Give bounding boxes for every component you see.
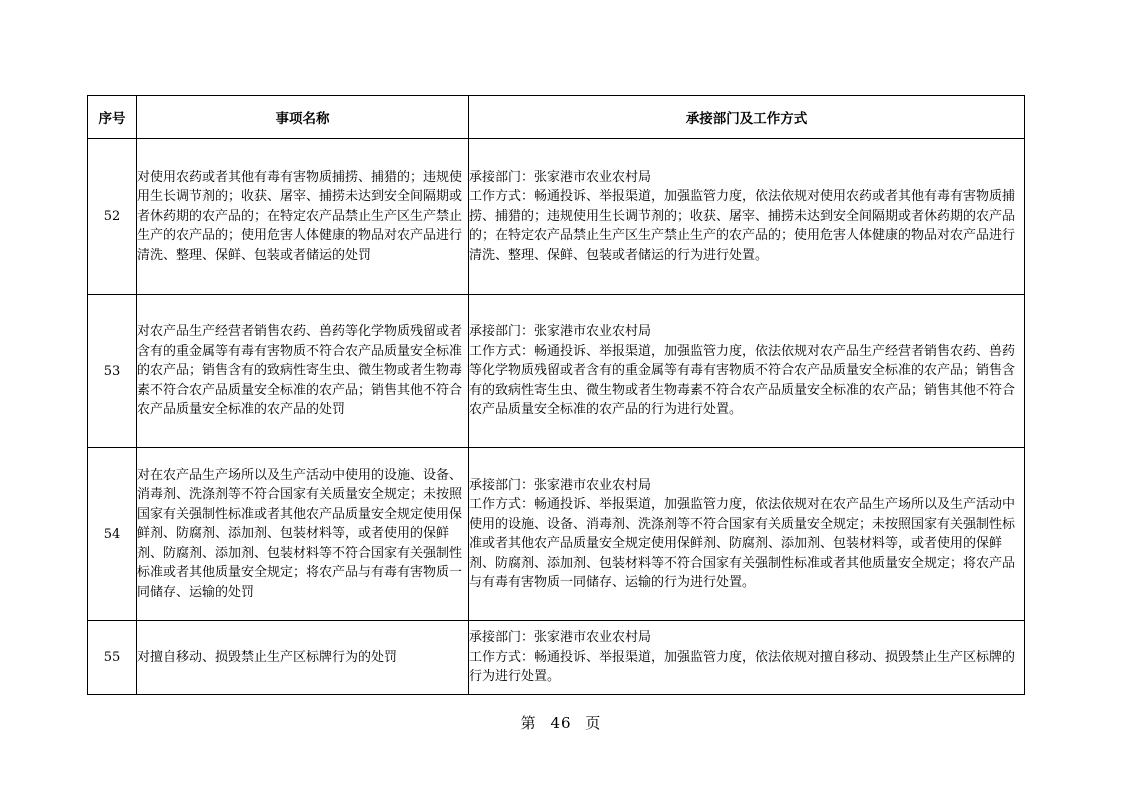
method-text: 工作方式：畅通投诉、举报渠道，加强监管力度，依法依规对使用农药或者其他有毒有害物质捕捞、捕猎的；违规使用生长调节剂的；收获、屠宰、捕捞未达到安全间隔期或者休药期的农产品的；在特定农产品禁止生产区生产禁止生产的农产品的；使用危害人体健康的物品对农产品进行清洗、整理、保鲜、包装或者储运的行为进行处置。: [469, 189, 1016, 263]
matter-name: 对使用农药或者其他有毒有害物质捕捞、捕猎的；违规使用生长调节剂的；收获、屠宰、捕捞未达到安全间隔期或者休药期的农产品的；在特定农产品禁止生产区生产禁止生产的农产品的；使用危害人体健康的物品对农产品进行清洗、整理、保鲜、包装或者储运的处罚: [137, 139, 469, 295]
dept-line: 承接部门：张家港市农业农村局: [469, 477, 652, 493]
row-number: 54: [88, 448, 137, 621]
table-row: [88, 621, 1025, 695]
header-seq: 序号: [88, 96, 137, 139]
table-row: [88, 295, 1025, 448]
method-text: 工作方式：畅通投诉、举报渠道，加强监管力度，依法依规对在农产品生产场所以及生产活动中使用的设施、设备、消毒剂、洗涤剂等不符合国家有关质量安全规定；未按照国家有关强制性标准或者其他农产品质量安全规定使用保鲜剂、防腐剂、添加剂、包装材料等，或者使用的保鲜剂、防腐剂、添加剂、包装材料等不符合国家有关强制性标准或者其他质量安全规定；将农产品与有毒有害物质一同储存、运输的行为进行处置。: [469, 497, 1016, 590]
dept-line: 承接部门：张家港市农业农村局: [469, 630, 652, 646]
dept-method-cell: [469, 295, 1025, 448]
method-text: 工作方式：畅通投诉、举报渠道，加强监管力度，依法依规对擅自移动、损毁禁止生产区标牌的行为进行处置。: [469, 649, 1016, 685]
table-row: [88, 448, 1025, 621]
matter-name: 对擅自移动、损毁禁止生产区标牌行为的处罚: [137, 621, 469, 695]
dept-line: 承接部门：张家港市农业农村局: [469, 169, 652, 185]
table-row: [88, 139, 1025, 295]
dept-method-cell: [469, 448, 1025, 621]
method-text: 工作方式：畅通投诉、举报渠道，加强监管力度，依法依规对农产品生产经营者销售农药、兽药等化学物质残留或者含有的重金属等有毒有害物质不符合农产品质量安全标准的农产品；销售含有的致病性寄生虫、微生物或者生物毒素不符合农产品质量安全标准的农产品；销售其他不符合农产品质量安全标准的农产品的行为进行处置。: [469, 343, 1016, 418]
dept-method-cell: [469, 621, 1025, 695]
header-dept-method: 承接部门及工作方式: [469, 96, 1025, 139]
dept-line: 承接部门：张家港市农业农村局: [469, 324, 652, 340]
header-matter-name: 事项名称: [137, 96, 469, 139]
page-number: 46: [550, 714, 572, 732]
dept-method-cell: [469, 139, 1025, 295]
matter-name: 对在农产品生产场所以及生产活动中使用的设施、设备、消毒剂、洗涤剂等不符合国家有关质量安全规定；未按照国家有关强制性标准或者其他农产品质量安全规定使用保鲜剂、防腐剂、添加剂、包装材料等，或者使用的保鲜剂、防腐剂、添加剂、包装材料等不符合国家有关强制性标准或者其他质量安全规定；将农产品与有毒有害物质一同储存、运输的处罚: [137, 448, 469, 621]
page-footer: [0, 712, 1122, 733]
row-number: 55: [88, 621, 137, 695]
row-number: 52: [88, 139, 137, 295]
matter-name: 对农产品生产经营者销售农药、兽药等化学物质残留或者含有的重金属等有毒有害物质不符合农产品质量安全标准的农产品；销售含有的致病性寄生虫、微生物或者生物毒素不符合农产品质量安全标准的农产品；销售其他不符合农产品质量安全标准的农产品的处罚: [137, 295, 469, 448]
matters-table: [87, 95, 1025, 695]
row-number: 53: [88, 295, 137, 448]
table-header-row: [88, 96, 1025, 139]
page-suffix: 页: [585, 714, 602, 732]
page-prefix: 第: [520, 714, 537, 732]
